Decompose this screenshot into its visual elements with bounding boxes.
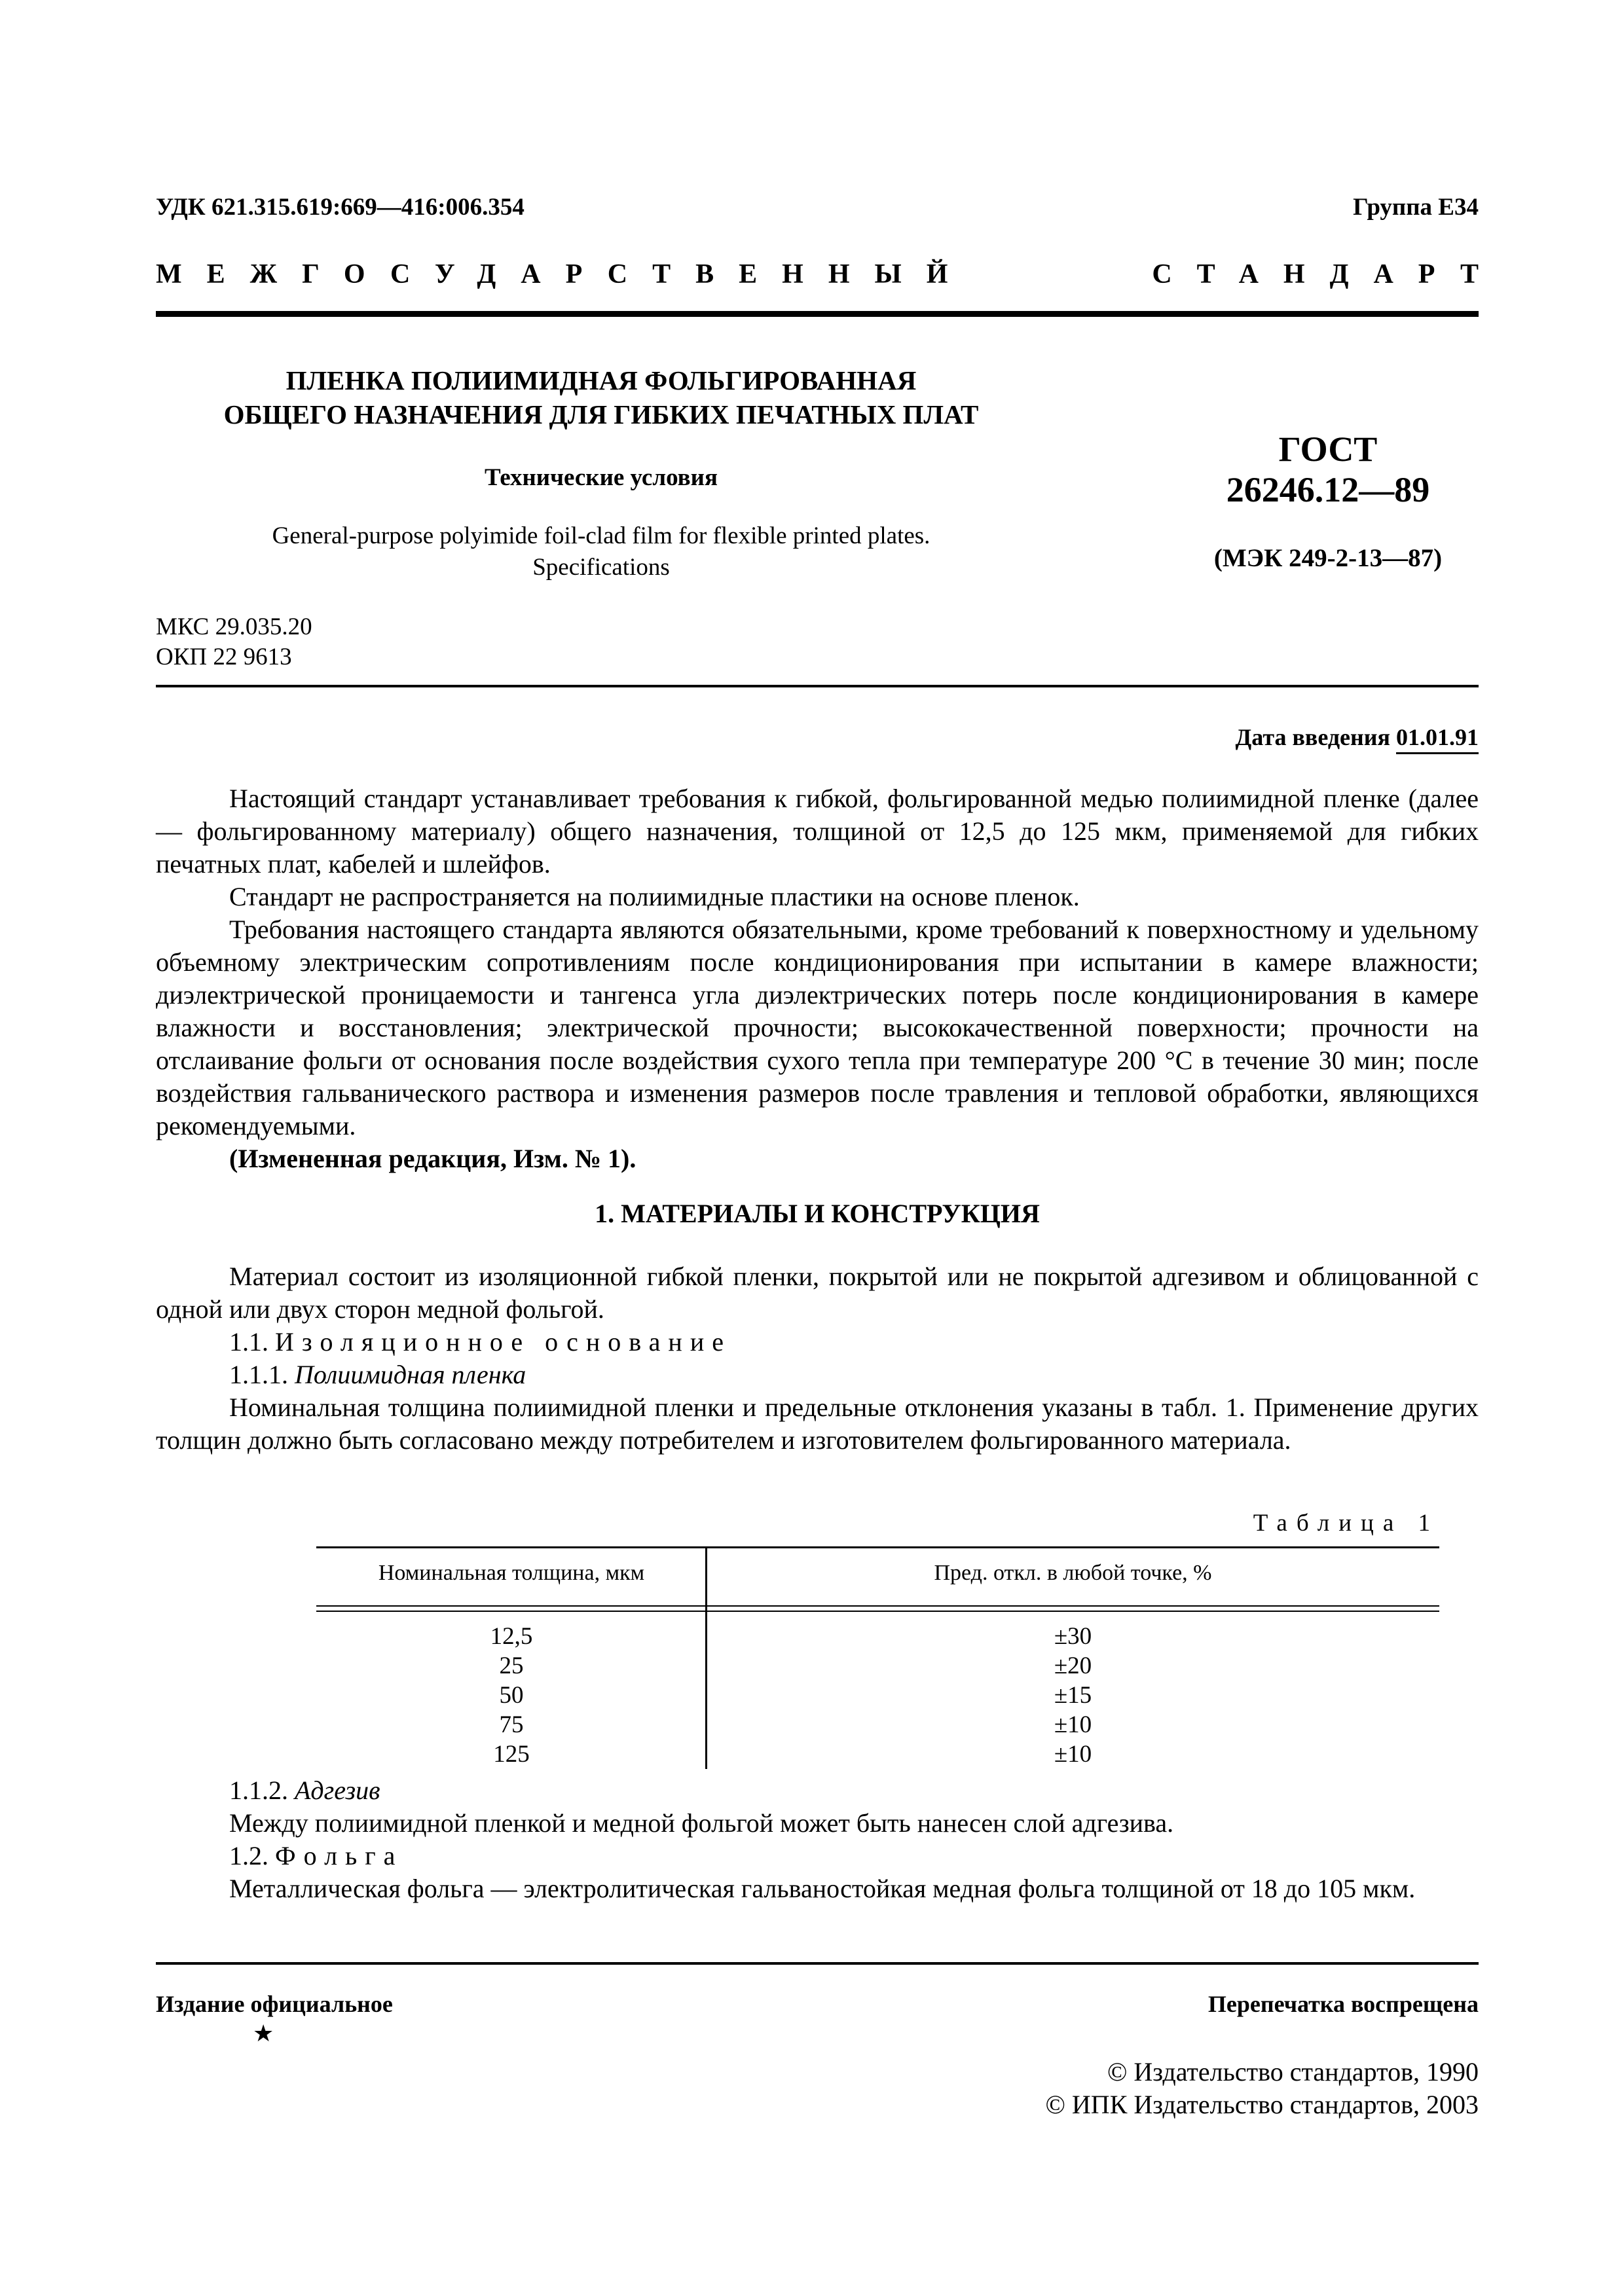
intro-paragraph-3: Требования настоящего стандарта являются обязательными, кроме требований к поверхностному и удельному объемному электрическим сопротивлениям после кондиционирования при испытании в камере влажности; диэлектрической проницаемости и тангенса угла диэлектрических потерь после кондиционирования в камере влажности и восстановления; электрической прочности; высококачественной поверхности; прочности на отслаивание фольги от основания после воздействия сухого тепла при температуре 200 °С в течение 30 мин; после воздействия гальванического раствора и изменения размеров после травления и тепловой обработки, являющихся рекомендуемыми. <box>156 915 1479 1140</box>
table-cell: ±10 <box>1054 1741 1092 1768</box>
foil-paragraph: Металлическая фольга — электролитическая гальваностойкая медная фольга толщиной от 18 до 105 мкм. <box>229 1874 1416 1903</box>
mks-code: МКС 29.035.20 <box>156 613 312 640</box>
subsection-1-1-2 <box>156 1774 1479 1807</box>
table-header-rule-1 <box>316 1605 1439 1607</box>
table-cell: 12,5 <box>490 1623 533 1650</box>
subsection-1-1 <box>156 1326 1479 1358</box>
table-cell: 125 <box>493 1741 530 1768</box>
document-title <box>156 363 1046 431</box>
section-1-paragraph-1: Материал состоит из изоляционной гибкой пленки, покрытой или не покрытой адгезивом и облицованной с одной или двух сторон медной фольгой. <box>156 1262 1479 1324</box>
section-1-continued <box>156 1774 1479 1905</box>
gost-label: ГОСТ <box>1278 429 1378 469</box>
banner-word-1: МЕЖГОСУДАРСТВЕННЫЙ <box>156 259 973 289</box>
copyright-line-1: © Издательство стандартов, 1990 <box>1107 2057 1479 2086</box>
subsection-1-1-2-title: Адгезив <box>295 1776 380 1805</box>
date-label: Дата введения <box>1235 724 1390 750</box>
subsection-1-1-2-number: 1.1.2. <box>229 1776 288 1805</box>
table-cell: ±30 <box>1054 1623 1092 1650</box>
subsection-1-1-1 <box>156 1358 1479 1391</box>
table-cell: ±20 <box>1054 1652 1092 1679</box>
title-line-2: ОБЩЕГО НАЗНАЧЕНИЯ ДЛЯ ГИБКИХ ПЕЧАТНЫХ ПЛАТ <box>223 399 979 429</box>
table-column-thickness <box>316 1622 707 1769</box>
document-page <box>156 0 1503 2296</box>
gost-designation <box>1177 429 1479 510</box>
english-title <box>156 520 1046 583</box>
udk-code: УДК 621.315.619:669—416:006.354 <box>156 194 525 221</box>
english-title-line-1: General-purpose polyimide foil-clad film for flexible printed plates. <box>272 522 931 549</box>
table-cell: 25 <box>499 1652 524 1679</box>
adhesive-paragraph: Между полиимидной пленкой и медной фольгой может быть нанесен слой адгезива. <box>229 1808 1174 1838</box>
table-1-caption: Таблица 1 <box>1253 1510 1439 1537</box>
section-1-text <box>156 1260 1479 1457</box>
official-edition-label: Издание официальное <box>156 1991 393 2017</box>
date-value: 01.01.91 <box>1396 724 1479 754</box>
codes-divider <box>156 685 1479 687</box>
subsection-1-2-number: 1.2. <box>229 1841 268 1870</box>
subsection-1-1-1-number: 1.1.1. <box>229 1360 288 1389</box>
table-header-rule-2 <box>316 1611 1439 1612</box>
document-subtitle: Технические условия <box>485 464 718 491</box>
subsection-1-1-1-title: Полиимидная пленка <box>295 1360 526 1389</box>
table-column-deviation <box>707 1622 1439 1769</box>
table-header-thickness: Номинальная толщина, мкм <box>378 1561 645 1585</box>
group-code: Группа Е34 <box>1353 194 1479 221</box>
subsection-1-2 <box>156 1840 1479 1872</box>
banner-word-2: СТАНДАРТ <box>1152 259 1503 289</box>
intro-text <box>156 782 1479 1175</box>
title-line-1: ПЛЕНКА ПОЛИИМИДНАЯ ФОЛЬГИРОВАННАЯ <box>286 365 917 395</box>
reprint-prohibited-label: Перепечатка воспрещена <box>1207 1991 1479 2017</box>
intro-paragraph-2: Стандарт не распространяется на полиимидные пластики на основе пленок. <box>229 882 1080 911</box>
header-divider <box>156 311 1479 317</box>
table-cell: ±15 <box>1054 1682 1092 1709</box>
table-cell: 75 <box>499 1711 524 1738</box>
footer-divider <box>156 1962 1479 1965</box>
section-1-paragraph-2: Номинальная толщина полиимидной пленки и предельные отклонения указаны в табл. 1. Применение других толщин должно быть согласовано между потребителем и изготовителем фольгированного материала. <box>156 1393 1479 1455</box>
iec-reference: (МЭК 249-2-13—87) <box>1213 544 1443 572</box>
okp-code: ОКП 22 9613 <box>156 644 292 670</box>
classification-codes <box>156 612 312 672</box>
subsection-1-1-title: Изоляционное основание <box>275 1327 731 1357</box>
subsection-1-1-number: 1.1. <box>229 1327 268 1357</box>
amendment-note: (Измененная редакция, Изм. № 1). <box>229 1144 636 1173</box>
english-title-line-2: Specifications <box>532 554 670 581</box>
copyright-line-2: © ИПК Издательство стандартов, 2003 <box>1045 2090 1479 2119</box>
subsection-1-2-title: Фольга <box>275 1841 403 1870</box>
star-icon: ★ <box>253 2020 274 2047</box>
table-cell: ±10 <box>1054 1711 1092 1738</box>
intro-paragraph-1: Настоящий стандарт устанавливает требования к гибкой, фольгированной медью полиимидной пленке (далее — фольгированному материалу) общего назначения, толщиной от 12,5 до 125 мкм, применяемой для гибких печатных плат, кабелей и шлейфов. <box>156 784 1479 879</box>
table-cell: 50 <box>499 1682 524 1709</box>
introduction-date <box>1236 723 1479 751</box>
section-1-title: 1. МАТЕРИАЛЫ И КОНСТРУКЦИЯ <box>595 1199 1040 1228</box>
table-top-rule <box>316 1546 1439 1548</box>
copyright-block <box>1046 2056 1479 2121</box>
gost-number: 26246.12—89 <box>1226 470 1430 509</box>
table-header-deviation: Пред. откл. в любой точке, % <box>934 1561 1212 1585</box>
